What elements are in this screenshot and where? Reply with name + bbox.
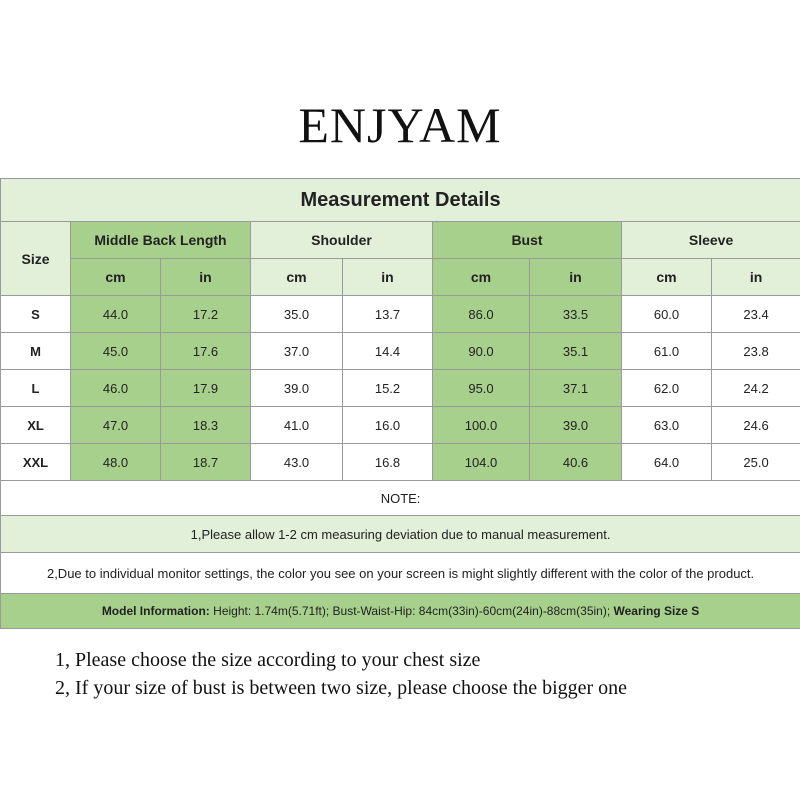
size-cell: L [1, 370, 71, 407]
model-info-text: Height: 1.74m(5.71ft); Bust-Waist-Hip: 84cm(33in)-60cm(24in)-88cm(35in); [209, 604, 611, 618]
size-cell: XL [1, 407, 71, 444]
table-row [1, 407, 800, 444]
table-cell: 39.0 [530, 407, 622, 444]
table-cell: 43.0 [251, 444, 343, 481]
unit-header: cm [433, 259, 530, 296]
group-header-bust: Bust [433, 222, 622, 259]
table-cell: 17.9 [161, 370, 251, 407]
table-cell: 47.0 [71, 407, 161, 444]
unit-header: in [712, 259, 800, 296]
table-cell: 17.2 [161, 296, 251, 333]
size-tips [55, 646, 627, 702]
size-header: Size [1, 222, 71, 296]
unit-header: in [343, 259, 433, 296]
table-cell: 40.6 [530, 444, 622, 481]
table-cell: 18.3 [161, 407, 251, 444]
size-tip: 2, If your size of bust is between two size, please choose the bigger one [55, 677, 628, 699]
table-cell: 61.0 [622, 333, 712, 370]
table-cell: 45.0 [71, 333, 161, 370]
table-cell: 17.6 [161, 333, 251, 370]
table-cell: 41.0 [251, 407, 343, 444]
table-row [1, 296, 800, 333]
table-cell: 14.4 [343, 333, 433, 370]
group-header-shoulder: Shoulder [251, 222, 433, 259]
table-cell: 16.8 [343, 444, 433, 481]
table-cell: 37.1 [530, 370, 622, 407]
brand-title: ENJYAM [298, 97, 502, 153]
note-1: 1,Please allow 1-2 cm measuring deviation due to manual measurement. [1, 516, 800, 553]
table-cell: 104.0 [433, 444, 530, 481]
table-cell: 37.0 [251, 333, 343, 370]
model-wearing-size: Wearing Size S [610, 604, 700, 618]
group-header-middle-back-length: Middle Back Length [71, 222, 251, 259]
table-cell: 35.0 [251, 296, 343, 333]
table-cell: 15.2 [343, 370, 433, 407]
unit-header: cm [622, 259, 712, 296]
table-cell: 63.0 [622, 407, 712, 444]
table-cell: 39.0 [251, 370, 343, 407]
table-cell: 16.0 [343, 407, 433, 444]
size-tip: 1, Please choose the size according to your chest size [55, 649, 481, 671]
table-cell: 100.0 [433, 407, 530, 444]
unit-header: cm [71, 259, 161, 296]
measurement-table [0, 178, 800, 629]
table-cell: 64.0 [622, 444, 712, 481]
table-cell: 44.0 [71, 296, 161, 333]
table-cell: 35.1 [530, 333, 622, 370]
measurement-table-wrap [0, 178, 800, 629]
table-cell: 18.7 [161, 444, 251, 481]
table-cell: 62.0 [622, 370, 712, 407]
table-title: Measurement Details [1, 179, 800, 222]
table-cell: 23.4 [712, 296, 800, 333]
unit-header: cm [251, 259, 343, 296]
table-cell: 23.8 [712, 333, 800, 370]
table-cell: 24.6 [712, 407, 800, 444]
table-cell: 60.0 [622, 296, 712, 333]
table-cell: 90.0 [433, 333, 530, 370]
group-header-sleeve: Sleeve [622, 222, 800, 259]
size-cell: M [1, 333, 71, 370]
size-cell: XXL [1, 444, 71, 481]
unit-header: in [530, 259, 622, 296]
note-label: NOTE: [1, 481, 800, 516]
size-cell: S [1, 296, 71, 333]
table-row [1, 333, 800, 370]
unit-header: in [161, 259, 251, 296]
note-2: 2,Due to individual monitor settings, the color you see on your screen is might slightly different with the color of the product. [1, 553, 800, 594]
model-information [1, 594, 800, 629]
table-cell: 95.0 [433, 370, 530, 407]
table-row [1, 370, 800, 407]
table-cell: 25.0 [712, 444, 800, 481]
table-cell: 33.5 [530, 296, 622, 333]
table-cell: 48.0 [71, 444, 161, 481]
table-cell: 46.0 [71, 370, 161, 407]
table-cell: 24.2 [712, 370, 800, 407]
table-cell: 86.0 [433, 296, 530, 333]
model-info-label: Model Information: [101, 604, 210, 618]
table-row [1, 444, 800, 481]
table-cell: 13.7 [343, 296, 433, 333]
